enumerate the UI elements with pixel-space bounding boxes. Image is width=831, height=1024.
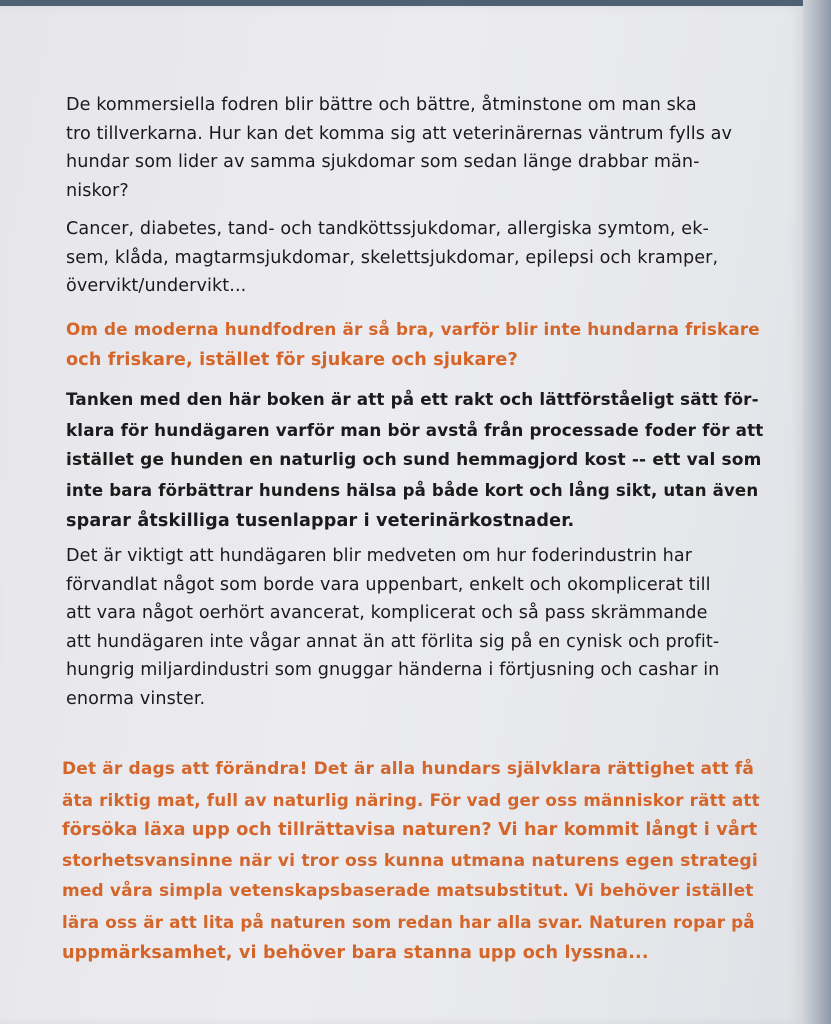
cover-right-edge: [803, 0, 831, 1024]
text-line: Tanken med den här boken är att på ett rakt och lättförståeligt sätt för-: [66, 389, 759, 409]
industry-paragraph: [66, 542, 764, 713]
text-line: istället ge hunden en naturlig och sund hemmagjord kost -- ett val som: [66, 450, 762, 471]
question-paragraph: [66, 314, 764, 375]
text-line: lära oss är att lita på naturen som redan har alla svar. Naturen ropar på: [62, 911, 755, 932]
text-line: Om de moderna hundfodren är så bra, varför blir inte hundarna friskare: [66, 319, 760, 339]
back-cover-page: [0, 6, 803, 1024]
text-line: förvandlat något som borde vara uppenbart, enkelt och okomplicerat till: [66, 574, 711, 595]
text-line: Cancer, diabetes, tand- och tandköttssjukdomar, allergiska symtom, ek-: [66, 219, 709, 239]
text-line: inte bara förbättrar hundens hälsa på både kort och lång sikt, utan även: [66, 480, 759, 500]
text-line: Det är dags att förändra! Det är alla hundars självklara rättighet att få: [62, 759, 754, 779]
text-line: niskor?: [66, 180, 129, 201]
text-line: med våra simpla vetenskapsbaserade matsubstitut. Vi behöver istället: [62, 881, 754, 902]
intro-paragraph: [66, 91, 764, 205]
text-line: och friskare, istället för sjukare och sjukare?: [66, 349, 518, 370]
text-line: storhetsvansinne när vi tror oss kunna utmana naturens egen strategi: [62, 850, 758, 871]
text-line: äta riktig mat, full av naturlig näring. För vad ger oss människor rätt att: [62, 789, 760, 810]
text-line: att vara något oerhört avancerat, komplicerat och så pass skrämmande: [66, 603, 708, 623]
text-line: försöka läxa upp och tillrättavisa naturen? Vi har kommit långt i vårt: [62, 820, 758, 841]
call-to-action-paragraph: [62, 754, 760, 968]
text-line: sem, klåda, magtarmsjukdomar, skelettsjukdomar, epilepsi och kramper,: [66, 247, 719, 268]
text-line: klara för hundägaren varför man bör avstå från processade foder för att: [66, 419, 764, 440]
text-line: att hundägaren inte vågar annat än att förlita sig på en cynisk och profit-: [66, 631, 720, 652]
text-line: enorma vinster.: [66, 688, 206, 709]
text-line: hungrig miljardindustri som gnuggar händerna i förtjusning och cashar in: [66, 660, 720, 680]
text-line: Det är viktigt att hundägaren blir medveten om hur foderindustrin har: [66, 546, 693, 566]
text-line: hundar som lider av samma sjukdomar som sedan länge drabbar män-: [66, 152, 700, 172]
text-line: uppmärksamhet, vi behöver bara stanna upp och lyssna...: [62, 942, 649, 963]
text-line: tro tillverkarna. Hur kan det komma sig att veterinärernas väntrum fylls av: [66, 123, 733, 144]
text-line: övervikt/undervikt...: [66, 276, 247, 296]
purpose-paragraph: [66, 384, 764, 537]
text-line: De kommersiella fodren blir bättre och bättre, åtminstone om man ska: [66, 95, 697, 115]
text-line: sparar åtskilliga tusenlappar i veterinärkostnader.: [66, 511, 575, 532]
diseases-paragraph: [66, 215, 764, 301]
